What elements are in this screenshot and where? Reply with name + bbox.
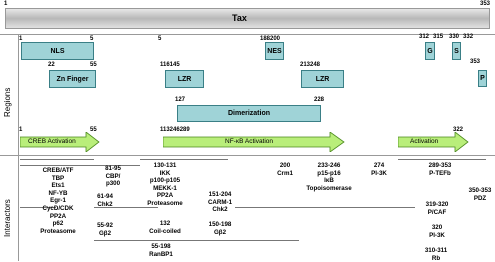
creb-activation-label: CREB Activation: [28, 138, 76, 145]
lzr2-label: LZR: [315, 75, 330, 83]
tax-end: 353: [480, 1, 491, 7]
p-end: 353: [470, 59, 481, 65]
dimerization-box: [177, 105, 321, 122]
range-line-6: [235, 207, 415, 208]
s-box: [452, 42, 461, 60]
lzr1-box: [165, 70, 204, 88]
dimerization-end: 228: [314, 97, 325, 103]
range-line-1: [20, 159, 94, 160]
nfkb-activation-label: NF-κB Activation: [225, 138, 274, 145]
tax-bar: [5, 8, 490, 29]
dimerization-start: 127: [175, 97, 186, 103]
interactor-crm1: 200 Crm1: [277, 162, 293, 177]
interactor-ptefb: 289-353 P-TEFb: [428, 162, 452, 177]
section-divider-left: [18, 34, 19, 261]
lzr1-start: 116145: [160, 62, 180, 68]
p-label: P: [480, 75, 485, 82]
dimerization-label: Dimerization: [227, 110, 270, 117]
zinc-end: 55: [90, 62, 97, 68]
activation-end: 322: [453, 127, 464, 133]
nfkb-start: 113246289: [160, 127, 190, 133]
interactor-cbp: 81-95 CBP/ p300: [105, 165, 121, 188]
interactor-topo: 233-246 p15-p16 IκB Topoisomerase: [306, 162, 352, 192]
nls-start: 1: [19, 36, 23, 42]
tax-title: Tax: [232, 13, 247, 23]
nls-label: NLS: [50, 47, 65, 55]
g-label: G: [427, 47, 433, 55]
interactor-gb2-a: 55-92 Gβ2: [97, 222, 113, 237]
g-box: [425, 42, 435, 60]
zinc-start: 22: [48, 62, 55, 68]
interactor-chk2-a: 61-94 Chk2: [97, 193, 113, 208]
nls-box: [21, 42, 94, 60]
creb-end: 55: [90, 127, 97, 133]
range-line-3: [140, 159, 228, 160]
s-range: 330 332: [449, 34, 474, 40]
interactor-coil: 132 Coil-coiled: [149, 220, 181, 235]
lzr1-label: LZR: [177, 75, 192, 83]
zinc-finger-box: [49, 70, 96, 88]
range-line-8: [398, 159, 486, 160]
interactor-rb: 310-311 Rb: [424, 247, 448, 262]
interactor-pdz: 350-353 PDZ: [468, 187, 492, 202]
interactor-ikk-group: 130-131 IKK p100-p105 MEKK-1 PP2A Proteasome: [147, 162, 183, 207]
nes-box: [265, 42, 284, 60]
p-box: [478, 70, 487, 87]
g-range: 312 315: [419, 34, 444, 40]
lzr1-left-num: 5: [158, 36, 162, 42]
interactor-col-creb: CREB/ATF TBP Ets1 NF-YB Egr-1 CycD/CDK PP2A p62 Proteasome: [40, 167, 76, 235]
regions-label: Regions: [3, 87, 12, 117]
nes-label: NES: [267, 47, 282, 55]
interactor-ranbp1: 55-198 RanBP1: [149, 243, 173, 258]
interactor-pcaf: 319-320 P/CAF: [425, 201, 449, 216]
interactor-pi3k-a: 274 PI-3K: [371, 162, 387, 177]
interactors-label: Interactors: [3, 199, 12, 237]
nls-end: 5: [90, 36, 94, 42]
section-divider-mid: [0, 155, 495, 156]
interactor-pi3k-b: 320 PI-3K: [429, 224, 445, 239]
nes-start: 188200: [260, 36, 281, 42]
interactor-gb2-b: 150-198 Gβ2: [208, 221, 232, 236]
zinc-finger-label: Zn Finger: [56, 75, 89, 83]
activation-label: Activation: [410, 138, 439, 145]
lzr2-start: 213248: [300, 62, 321, 68]
range-line-7: [94, 240, 299, 241]
creb-start: 1: [19, 127, 23, 133]
tax-start: 1: [4, 1, 8, 7]
lzr2-box: [301, 70, 344, 88]
interactor-carm1: 151-204 CARM-1 Chk2: [207, 191, 233, 214]
s-label: S: [454, 47, 459, 55]
